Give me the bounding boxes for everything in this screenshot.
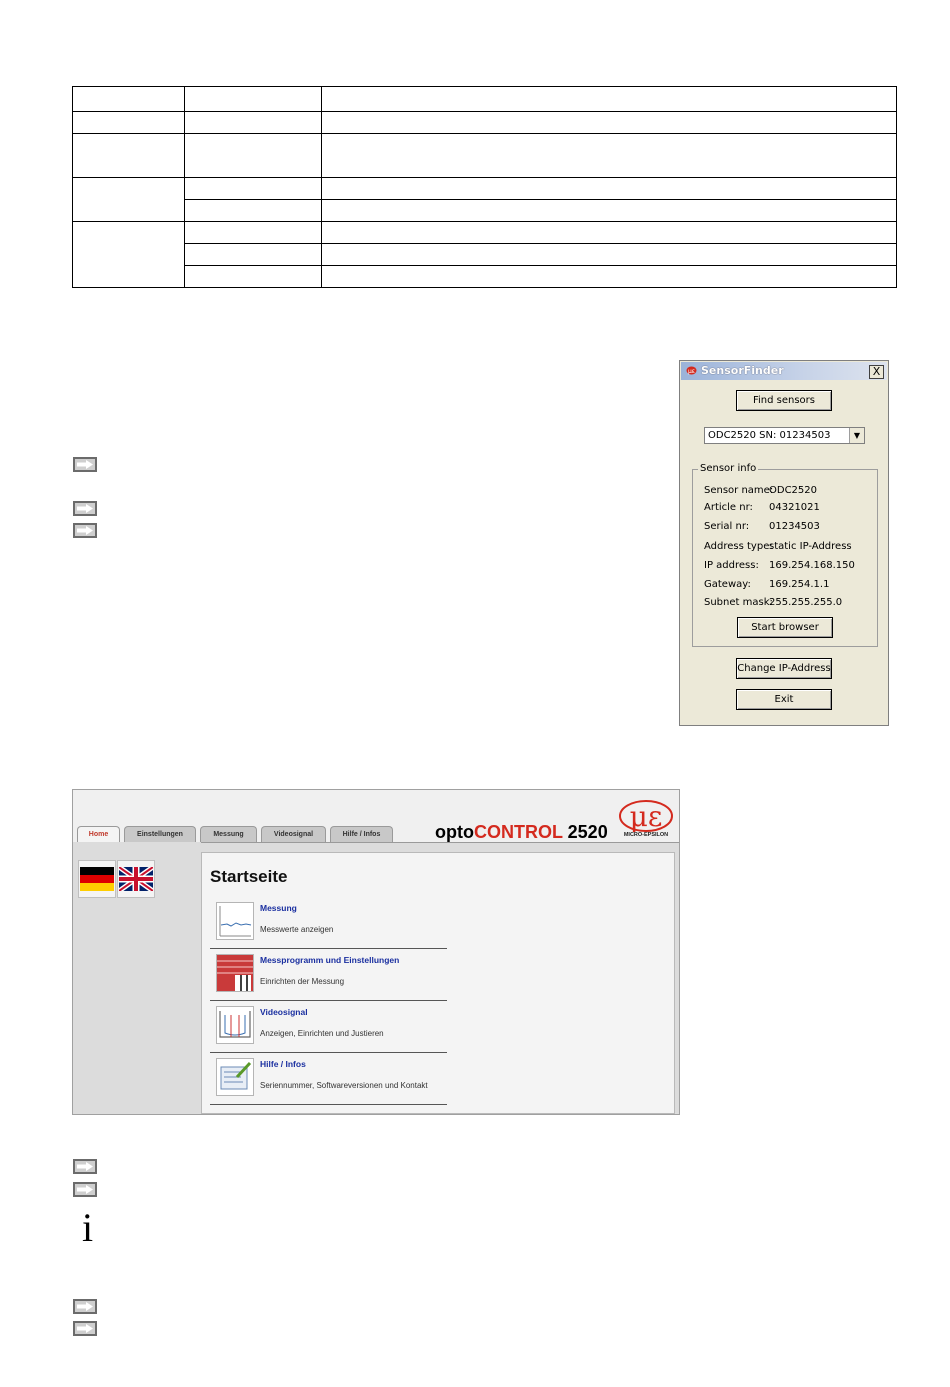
arrow-icon [73, 1182, 97, 1197]
tab-messung[interactable]: Messung [200, 826, 257, 842]
window-title: SensorFinder [701, 364, 784, 377]
address-type-label: Address type: [704, 541, 773, 552]
find-sensors-button[interactable]: Find sensors [736, 390, 832, 411]
arrow-icon [73, 1299, 97, 1314]
sensor-select[interactable] [704, 427, 865, 444]
arrow-icon [73, 1159, 97, 1174]
logo-text: MICRO-EPSILON [623, 832, 669, 838]
svg-text:με: με [629, 800, 663, 833]
item-description: Einrichten der Messung [260, 977, 345, 986]
arrow-icon [73, 457, 97, 472]
page-title: Startseite [210, 867, 288, 886]
ip-address-value: 169.254.168.150 [769, 560, 855, 571]
settings-icon [216, 954, 254, 992]
gateway-value: 169.254.1.1 [769, 579, 830, 590]
menu-item-hilfe[interactable] [210, 1053, 447, 1105]
product-name: optoCONTROL 2520 [435, 822, 608, 842]
tab-videosignal[interactable]: Videosignal [261, 826, 326, 842]
sensor-info-label: Sensor info [700, 463, 757, 474]
close-button[interactable]: X [869, 365, 884, 379]
change-ip-button[interactable]: Change IP-Address [736, 658, 832, 679]
language-de[interactable] [78, 860, 116, 898]
menu-item-messung[interactable] [210, 897, 447, 949]
browser-interface [72, 789, 680, 1115]
gateway-label: Gateway: [704, 579, 751, 590]
selected-sensor: ODC2520 SN: 01234503 [708, 430, 831, 441]
menu-item-messprogramm[interactable] [210, 949, 447, 1001]
info-icon: i [82, 1205, 94, 1250]
item-title[interactable]: Messung [260, 903, 297, 913]
item-title[interactable]: Hilfe / Infos [260, 1059, 306, 1069]
dropdown-arrow-icon[interactable]: ▼ [849, 428, 864, 443]
item-description: Seriennummer, Softwareversionen und Kontakt [260, 1081, 428, 1090]
empty-table [72, 86, 897, 288]
arrow-icon [73, 523, 97, 538]
start-browser-button[interactable]: Start browser [737, 617, 833, 638]
title-bar[interactable] [681, 362, 887, 380]
sensor-name-value: ODC2520 [769, 485, 818, 496]
tab-home[interactable]: Home [77, 826, 120, 842]
help-icon [216, 1058, 254, 1096]
article-nr-label: Article nr: [704, 502, 753, 513]
serial-nr-label: Serial nr: [704, 521, 750, 532]
arrow-icon [73, 1321, 97, 1336]
item-title[interactable]: Messprogramm und Einstellungen [260, 955, 400, 965]
arrow-icon [73, 501, 97, 516]
video-signal-icon [216, 1006, 254, 1044]
chart-icon [216, 902, 254, 940]
item-description: Messwerte anzeigen [260, 925, 334, 934]
menu-item-videosignal[interactable] [210, 1001, 447, 1053]
article-nr-value: 04321021 [769, 502, 820, 513]
serial-nr-value: 01234503 [769, 521, 820, 532]
item-title[interactable]: Videosignal [260, 1007, 308, 1017]
exit-button[interactable]: Exit [736, 689, 832, 710]
language-en[interactable] [117, 860, 155, 898]
tab-einstellungen[interactable]: Einstellungen [124, 826, 196, 842]
ip-address-label: IP address: [704, 560, 759, 571]
subnet-mask-value: 255.255.255.0 [769, 597, 843, 608]
sensor-finder-window [679, 360, 889, 726]
uk-flag-icon [119, 867, 153, 891]
item-description: Anzeigen, Einrichten und Justieren [260, 1029, 384, 1038]
subnet-mask-label: Subnet mask: [704, 597, 773, 608]
svg-text:με: με [687, 368, 696, 375]
tab-hilfe-infos[interactable]: Hilfe / Infos [330, 826, 393, 842]
sensor-name-label: Sensor name: [704, 485, 774, 496]
german-flag-icon [80, 867, 114, 891]
app-logo-icon [686, 366, 697, 375]
address-type-value: static IP-Address [769, 541, 852, 552]
main-content [201, 852, 675, 1114]
